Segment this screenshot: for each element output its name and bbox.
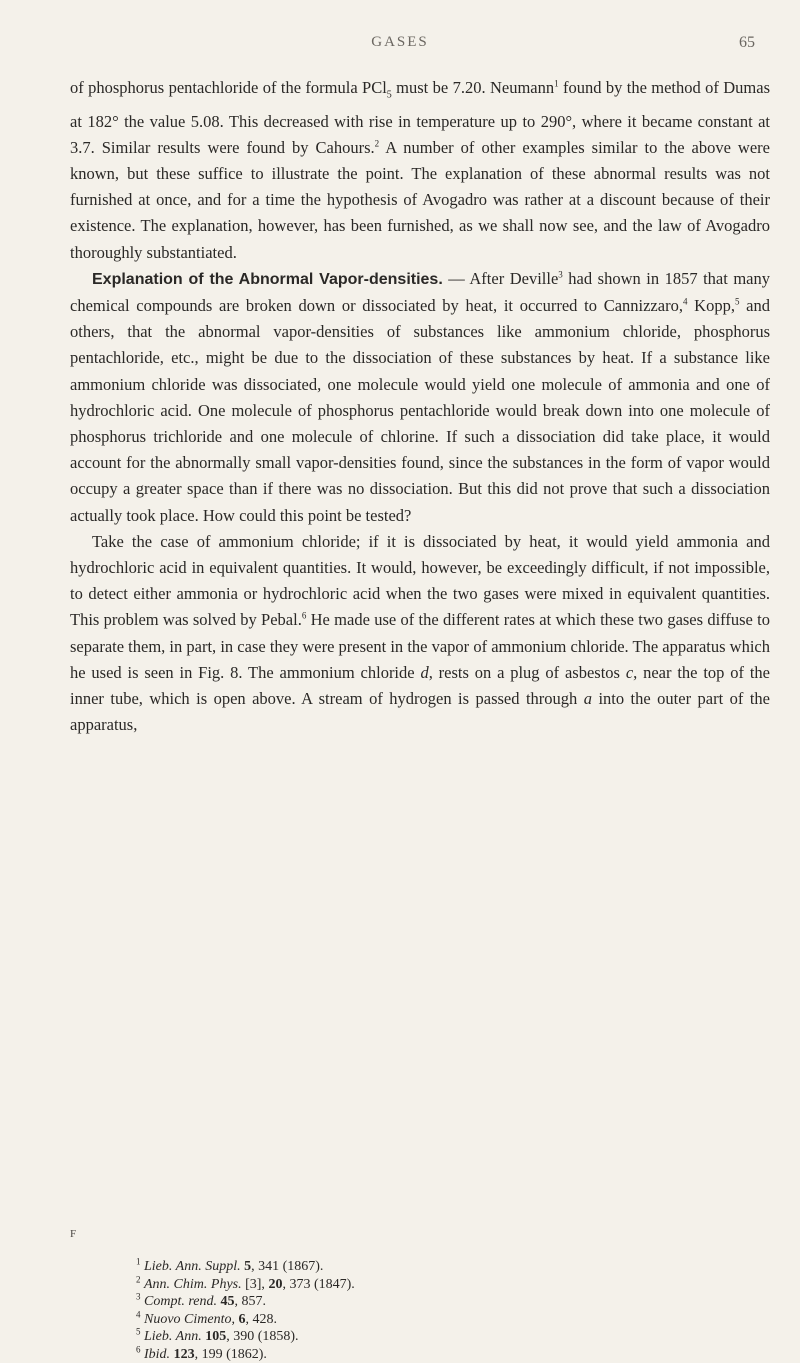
footnote: $^6$ Ibid. 123, 199 (1862). [136, 1346, 736, 1363]
footnote: $^4$ Nuovo Cimento, 6, 428. [136, 1311, 736, 1329]
paragraph-2: Explanation of the Abnormal Vapor-densities. — After Deville$^3$ had shown in 1857 that many chemical compounds are broken down or dissociated by heat, it occurred to Cannizzaro,$^4$ Kopp,$^5$ and others, that the abnormal vapor-densities of substances like ammonium chloride, phosphorus pentachloride, etc., might be due to the dissociation of these substances by heat. If a substance like ammonium chloride was dissociated, one molecule would yield one molecule of ammonia and one of hydrochloric acid. One molecule of phosphorus pentachloride would break down into one molecule of phosphorus trichloride and one molecule of chlorine. If such a dissociation did take place, it would account for the abnormally small vapor-densities found, since the substances in the form of vapor would occupy a greater space than if there was no dissociation. But this did not prove that such a dissociation actually took place. How could this point be tested? [70, 266, 770, 529]
paragraph-1: of phosphorus pentachloride of the formula PCl$_5$ must be 7.20. Neumann$^1$ found by the method of Dumas at 182° the value 5.08. This decreased with rise in temperature up to 290°, where it became constant at 3.7. Similar results were found by Cahours.$^2$ A number of other examples similar to the above were known, but these suffice to illustrate the point. The explanation of these abnormal results was not furnished at once, and for a time the hypothesis of Avogadro was rather at a discount because of their existence. The explanation, however, has been furnished, as we shall now see, and the law of Avogadro thoroughly substantiated. [70, 75, 770, 266]
footnote: $^1$ Lieb. Ann. Suppl. 5, 341 (1867). [136, 1258, 736, 1276]
page-number: 65 [715, 34, 755, 52]
section-heading: Explanation of the Abnormal Vapor-densities. [92, 271, 443, 288]
body-text [70, 75, 770, 738]
footnote: $^5$ Lieb. Ann. 105, 390 (1858). [136, 1328, 736, 1346]
running-header-title: GASES [0, 34, 800, 51]
paragraph-3: Take the case of ammonium chloride; if it is dissociated by heat, it would yield ammonia and hydrochloric acid in equivalent quantities. It would, however, be exceedingly difficult, if not impossible, to detect either ammonia or hydrochloric acid when the two gases were mixed in equivalent quantities. This problem was solved by Pebal.$^6$ He made use of the different rates at which these two gases diffuse to separate them, in part, in case they were present in the vapor of ammonium chloride. The apparatus which he used is seen in Fig. 8. The ammonium chloride d, rests on a plug of asbestos c, near the top of the inner tube, which is open above. A stream of hydrogen is passed through a into the outer part of the apparatus, [70, 529, 770, 739]
signature-mark: F [70, 1228, 76, 1240]
footnote: $^3$ Compt. rend. 45, 857. [136, 1293, 736, 1311]
footnotes [136, 1258, 736, 1363]
footnote: $^2$ Ann. Chim. Phys. [3], 20, 373 (1847). [136, 1276, 736, 1294]
